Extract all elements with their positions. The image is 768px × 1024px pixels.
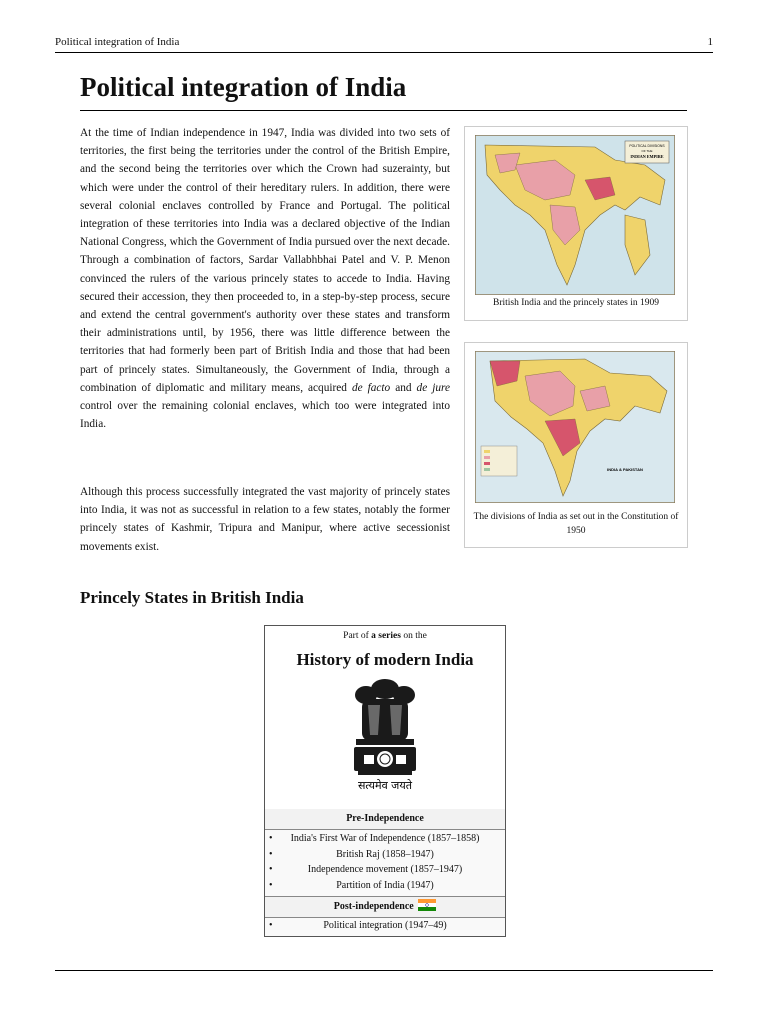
section-heading: Princely States in British India: [80, 588, 304, 607]
series-suffix: on the: [400, 631, 427, 641]
section-post-independence: [265, 896, 505, 918]
map-title-line-2: OF THE: [641, 149, 653, 153]
list-item-label[interactable]: Partition of India (1947): [336, 879, 434, 891]
list-item-label[interactable]: Political integration (1947–49): [323, 920, 447, 931]
figure-caption: British India and the princely states in 1909: [493, 298, 659, 308]
header-divider: [55, 52, 713, 53]
page-number: 1: [707, 36, 713, 48]
intro-text-and: and: [390, 381, 417, 394]
article-title: Political integration of India: [80, 72, 407, 102]
list-item[interactable]: [265, 862, 505, 878]
de-jure-term: de jure: [416, 381, 450, 394]
intro-text: At the time of Indian independence in 1947, India was divided into two sets of territories, the first being the territories under the control of the British Empire, and the second being the territories over which the Crown had suzerainty, but which were under the control of their hereditary rulers. In addition, there were several colonial enclaves controlled by France and Portugal. The political integration of these territories into India was a declared objective of the Indian National Congress, which the Government of India pursued over the next decade. Through a combination of factors, Sardar Vallabhbhai Patel and V. P. Menon convinced the rulers of the various princely states to accede to India. Having secured their accession, they then proceeded to, in a step-by-step process, secure and extend the central government's authority over these states and transform their administrations until, by 1956, there was little difference between the territories that had formerly been part of British India and those that had been part of princely states. Simultaneously, the Government of India, through a combination of diplomatic and military means, acquired: [80, 127, 450, 394]
history-infobox: [264, 625, 506, 937]
map-title-line-1: INDIA & PAKISTAN: [607, 467, 643, 472]
map-title-line-3: INDIAN EMPIRE: [630, 154, 664, 159]
emblem-motto: सत्यमेव जयते: [357, 779, 413, 792]
running-header: [55, 36, 713, 52]
pre-independence-list: [265, 831, 505, 893]
state-emblem-icon: [340, 675, 430, 793]
infobox-title[interactable]: History of modern India: [265, 647, 505, 674]
second-paragraph: Although this process successfully integrated the vast majority of princely states into India, it was not as successful in relation to a few states, notably the former princely states of Kashmir, Tripura and Manipur, where active secessionist movements exist.: [80, 486, 450, 553]
list-item-label[interactable]: Independence movement (1857–1947): [307, 864, 463, 875]
list-item[interactable]: [265, 831, 505, 847]
footer-divider: [55, 970, 713, 971]
intro-text-end: control over the remaining colonial enclaves, which too were integrated into India.: [80, 400, 450, 431]
intro-paragraph: [80, 124, 450, 433]
section-post-independence-label: Post-independence: [333, 901, 414, 912]
series-link[interactable]: a series: [371, 631, 401, 641]
map-title-line-1: POLITICAL DIVISIONS: [629, 144, 665, 148]
figure-1950-map: [464, 342, 688, 548]
running-title: Political integration of India: [55, 36, 180, 48]
list-item[interactable]: [265, 847, 505, 863]
title-divider: [80, 110, 687, 111]
list-item[interactable]: [265, 878, 505, 894]
list-item-label[interactable]: British Raj (1858–1947): [336, 848, 434, 860]
figure-caption: The divisions of India as set out in the Constitution of 1950: [473, 512, 679, 536]
series-prefix: Part of: [343, 631, 372, 641]
figure-1909-map: [464, 126, 688, 321]
map-image[interactable]: [475, 135, 675, 295]
list-item-label[interactable]: India's First War of Independence (1857–1858): [290, 833, 480, 844]
indian-flag-icon: [418, 899, 436, 911]
section-pre-independence: Pre-Independence: [265, 809, 505, 830]
emblem-panel: [265, 673, 505, 810]
series-line: [265, 626, 505, 648]
list-item[interactable]: [265, 918, 505, 934]
de-facto-term: de facto: [351, 381, 391, 394]
map-image[interactable]: [475, 351, 675, 503]
post-independence-list: [265, 918, 505, 934]
